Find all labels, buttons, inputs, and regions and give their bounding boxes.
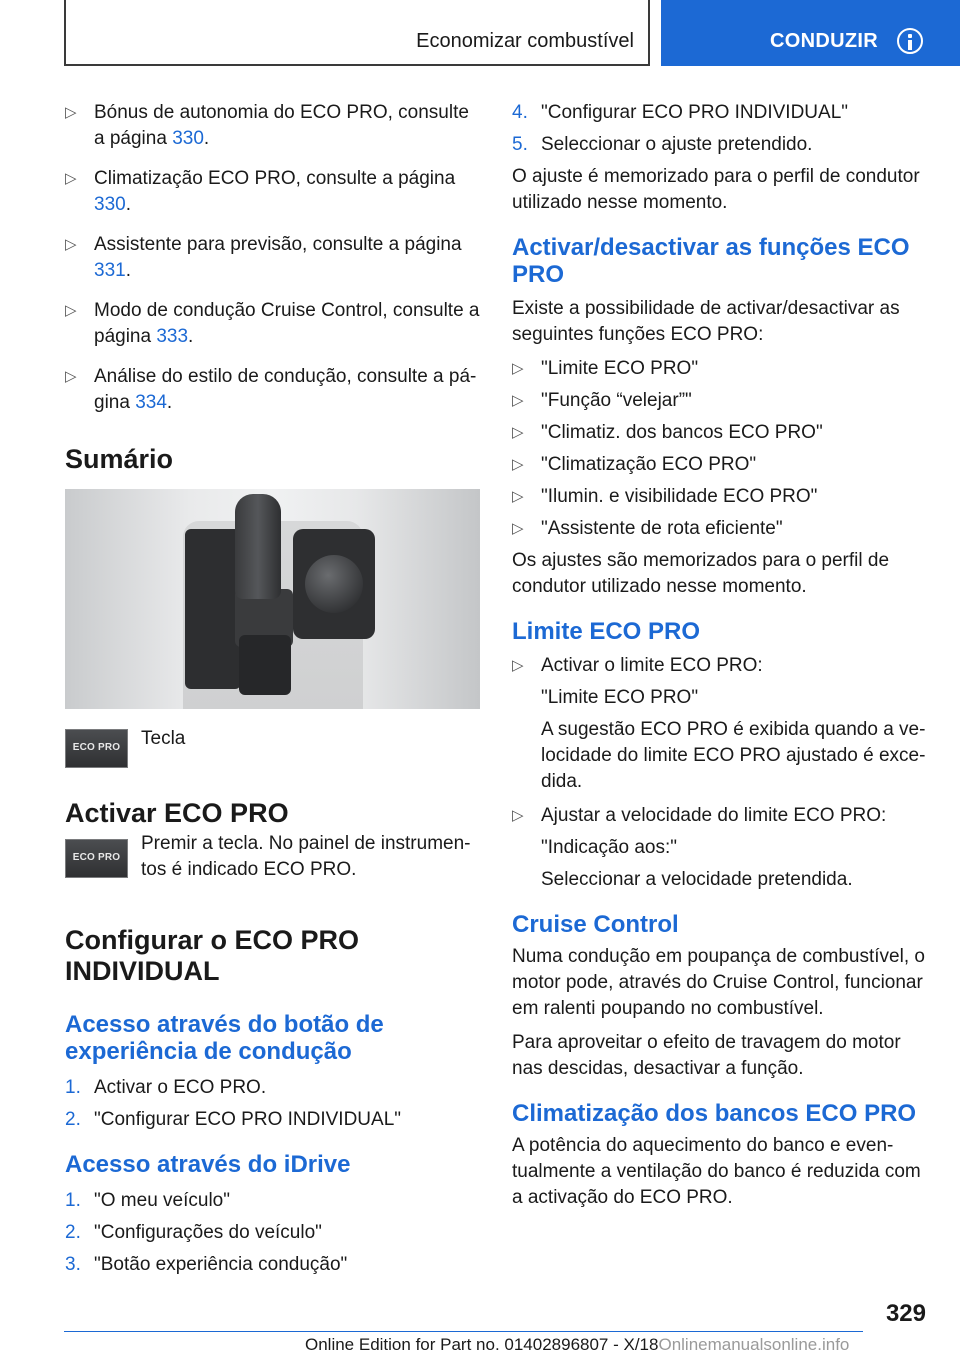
triangle-bullet-icon: ▷ xyxy=(65,236,77,253)
left-column xyxy=(65,100,480,1284)
triangle-bullet-icon: ▷ xyxy=(512,807,524,824)
cruise-control-heading: Cruise Control xyxy=(512,911,679,938)
toggle-functions-heading: Activar/desactivar as funções ECO PRO xyxy=(512,234,910,288)
summary-heading: Sumário xyxy=(65,444,174,474)
toggle-memo: Os ajustes são memorizados para o perfil de condutor utilizado nesse momento. xyxy=(512,550,890,597)
list-item: 1. "O meu veículo" xyxy=(65,1190,230,1211)
triangle-bullet-icon: ▷ xyxy=(512,520,524,537)
triangle-bullet-icon: ▷ xyxy=(512,456,524,473)
feature-bullet-list xyxy=(65,100,480,416)
triangle-bullet-icon: ▷ xyxy=(65,104,77,121)
list-item: ▷ Análise do estilo de condução, consulte a página 334. xyxy=(65,366,477,413)
list-item: ▷ "Climatiz. dos bancos ECO PRO" xyxy=(512,420,928,446)
chapter-title: CONDUZIR xyxy=(770,30,878,52)
configure-heading: Configurar o ECO PRO INDIVIDUAL xyxy=(65,925,360,986)
eco-pro-button-icon: ECO PRO xyxy=(65,839,128,878)
list-item: ▷ Modo de condução Cruise Control, consulte a página 333. xyxy=(65,300,480,347)
list-item: ▷ Bónus de autonomia do ECO PRO, consulte a página 330. xyxy=(65,102,469,149)
triangle-bullet-icon: ▷ xyxy=(512,392,524,409)
page-number: 329 xyxy=(885,1300,926,1327)
list-item: 2. "Configurações do veículo" xyxy=(65,1222,322,1243)
section-title: Economizar combustível xyxy=(416,30,634,52)
eco-pro-button-icon: ECO PRO xyxy=(65,729,128,768)
info-icon xyxy=(897,28,923,54)
button-caption-row xyxy=(65,729,480,768)
list-item: ▷ "Função “velejar”" xyxy=(512,388,928,414)
seat-climate-heading: Climatização dos bancos ECO PRO xyxy=(512,1100,917,1127)
triangle-bullet-icon: ▷ xyxy=(512,488,524,505)
memo-text: O ajuste é memorizado para o perfil de condutor utilizado nesse momento. xyxy=(512,166,920,213)
limit-note: Seleccionar a velocidade pretendida. xyxy=(541,869,853,890)
list-item: ▷ "Ilumin. e visibilidade ECO PRO" xyxy=(512,484,928,510)
list-item: 4. "Configurar ECO PRO INDIVIDUAL" xyxy=(512,102,849,123)
cruise-text-2: Para aproveitar o efeito de travagem do motor nas descidas, desactivar a função. xyxy=(512,1032,901,1079)
page-link[interactable]: 333 xyxy=(156,326,189,347)
list-item: ▷ "Climatização ECO PRO" xyxy=(512,452,928,478)
page-link[interactable]: 334 xyxy=(135,392,167,413)
footer-divider xyxy=(64,1331,863,1332)
list-item: 1. Activar o ECO PRO. xyxy=(65,1077,267,1098)
limit-heading: Limite ECO PRO xyxy=(512,618,701,645)
configure-steps-continued xyxy=(512,100,928,158)
activate-text: Premir a tecla. No painel de instrumentos é indicado ECO PRO. xyxy=(141,833,471,880)
list-item: ▷ Activar o limite ECO PRO: "Limite ECO PRO" A sugestão ECO PRO é exibida quando a velocidade do limite ECO PRO ajustado é excedida. xyxy=(512,653,928,795)
limit-list xyxy=(512,653,928,893)
center-console-photo xyxy=(65,489,480,709)
triangle-bullet-icon: ▷ xyxy=(512,360,524,377)
toggle-function-list xyxy=(512,356,928,542)
page-link[interactable]: 330 xyxy=(172,128,204,149)
menu-path: "Limite ECO PRO" xyxy=(541,687,699,708)
button-caption: Tecla xyxy=(141,728,186,749)
access-idrive-heading: Acesso através do iDrive xyxy=(65,1151,351,1178)
footer-brand: Onlinemanualsonline.info xyxy=(658,1335,850,1354)
list-item: ▷ Climatização ECO PRO, consulte a página 330. xyxy=(65,168,456,215)
page-link[interactable]: 330 xyxy=(94,194,126,215)
header-section-frame xyxy=(64,0,650,66)
access-idrive-steps xyxy=(65,1188,480,1278)
access-button-steps xyxy=(65,1075,480,1133)
list-item: 5. Seleccionar o ajuste pretendido. xyxy=(512,134,813,155)
triangle-bullet-icon: ▷ xyxy=(512,424,524,441)
access-button-heading: Acesso através do botão de experiência de condução xyxy=(65,1011,384,1065)
page-link[interactable]: 331 xyxy=(94,260,126,281)
list-item: ▷ "Assistente de rota eficiente" xyxy=(512,516,928,542)
list-item: 2. "Configurar ECO PRO INDIVIDUAL" xyxy=(65,1109,402,1130)
seat-climate-text: A potência do aquecimento do banco e eventualmente a ventilação do banco é reduzida com a activação do ECO PRO. xyxy=(512,1135,921,1208)
list-item: ▷ Ajustar a velocidade do limite ECO PRO: "Indicação aos:" Seleccionar a velocidade pretendida. xyxy=(512,803,928,893)
menu-path: "Indicação aos:" xyxy=(541,837,678,858)
activate-row xyxy=(65,833,480,883)
activate-eco-pro-heading: Activar ECO PRO xyxy=(65,798,289,828)
list-item: 3. "Botão experiência condução" xyxy=(65,1254,348,1275)
limit-note: A sugestão ECO PRO é exibida quando a velocidade do limite ECO PRO ajustado é excedida. xyxy=(541,719,926,792)
cruise-text-1: Numa condução em poupança de combustível, o motor pode, através do Cruise Control, funcionar em ralenti poupando no combustível. xyxy=(512,946,925,1019)
chapter-tab[interactable] xyxy=(661,0,960,66)
triangle-bullet-icon: ▷ xyxy=(65,170,77,187)
list-item: ▷ Assistente para previsão, consulte a página 331. xyxy=(65,234,462,281)
triangle-bullet-icon: ▷ xyxy=(65,302,77,319)
triangle-bullet-icon: ▷ xyxy=(512,657,524,674)
triangle-bullet-icon: ▷ xyxy=(65,368,77,385)
footer-edition: Online Edition for Part no. 01402896807 - X/18Onlinemanualsonline.info xyxy=(305,1335,850,1354)
right-column xyxy=(512,100,928,1219)
list-item: ▷ "Limite ECO PRO" xyxy=(512,356,928,382)
toggle-intro: Existe a possibilidade de activar/desactivar as seguintes funções ECO PRO: xyxy=(512,298,900,345)
